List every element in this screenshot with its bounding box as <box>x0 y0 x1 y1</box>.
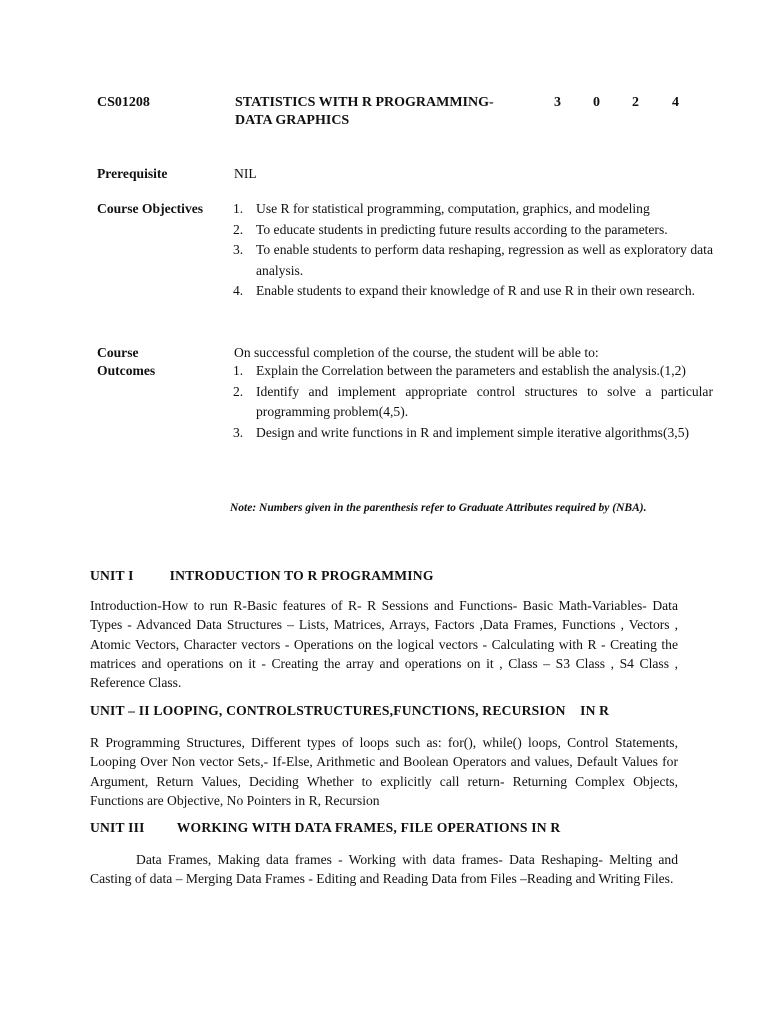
prerequisite-value: NIL <box>234 166 257 181</box>
unit-3-heading: UNIT III WORKING WITH DATA FRAMES, FILE OPERATIONS IN R <box>90 820 561 835</box>
credit-total: 4 <box>672 95 679 110</box>
credit-practical: 2 <box>632 95 639 110</box>
course-title-line2: DATA GRAPHICS <box>235 113 350 128</box>
outcomes-label-line1: Course <box>97 345 139 360</box>
credit-lecture: 3 <box>554 95 561 110</box>
unit-3-body: Data Frames, Making data frames - Working with data frames- Data Reshaping- Melting and Casting of data – Merging Data Frames - Editing and Reading Data from Files –Reading and Writing Files. <box>90 852 678 887</box>
unit-1-heading: UNIT I INTRODUCTION TO R PROGRAMMING <box>90 568 434 583</box>
list-item: 2. To educate students in predicting future results according to the parameters. <box>233 221 668 237</box>
list-item: 4. Enable students to expand their knowledge of R and use R in their own research. <box>233 283 696 298</box>
list-item: 1. Explain the Correlation between the parameters and establish the analysis.(1,2) <box>233 363 686 378</box>
course-code: CS01208 <box>97 95 150 110</box>
objectives-list <box>233 199 713 302</box>
unit-2-body: R Programming Structures, Different types of loops such as: for(), while() loops, Control Statements, Looping Over Non vector Sets,- If-Else, Arithmetic and Boolean Operators and values, Default Values for Argument, Return Values, Deciding Whether to explicitly call return- Returning Complex Objects, Functions are Objective, No Pointers in R, Recursion <box>90 735 678 808</box>
course-title-line1: STATISTICS WITH R PROGRAMMING- <box>235 95 494 110</box>
list-item: 3. Design and write functions in R and implement simple iterative algorithms(3,5) <box>233 424 690 440</box>
list-item: 2. Identify and implement appropriate control structures to solve a particular programming problem(4,5). <box>233 383 713 419</box>
objectives-label: Course Objectives <box>97 201 204 216</box>
credit-tutorial: 0 <box>593 95 600 110</box>
outcomes-intro: On successful completion of the course, the student will be able to: <box>234 345 599 360</box>
nba-note: Note: Numbers given in the parenthesis refer to Graduate Attributes required by (NBA). <box>230 502 647 514</box>
list-item: 1. Use R for statistical programming, computation, graphics, and modeling <box>233 201 650 216</box>
unit-2-heading: UNIT – II LOOPING, CONTROLSTRUCTURES,FUNCTIONS, RECURSION IN R <box>90 703 610 718</box>
prerequisite-label: Prerequisite <box>97 166 168 181</box>
list-item: 3. To enable students to perform data reshaping, regression as well as exploratory data analysis. <box>233 242 713 278</box>
outcomes-list <box>233 361 713 443</box>
unit-1-body: Introduction-How to run R-Basic features of R- R Sessions and Functions- Basic Math-Variables- Data Types - Advanced Data Structures – Lists, Matrices, Arrays, Factors ,Data Frames, Functions , Vectors , Atomic Vectors, Character vectors - Operations on the logical vectors - Calculating with R - Creating the matrices and operations on it - Creating the array and operations on it , Class – S3 Class , S4 Class , Reference Class. <box>90 598 678 691</box>
outcomes-label-line2: Outcomes <box>97 363 156 378</box>
